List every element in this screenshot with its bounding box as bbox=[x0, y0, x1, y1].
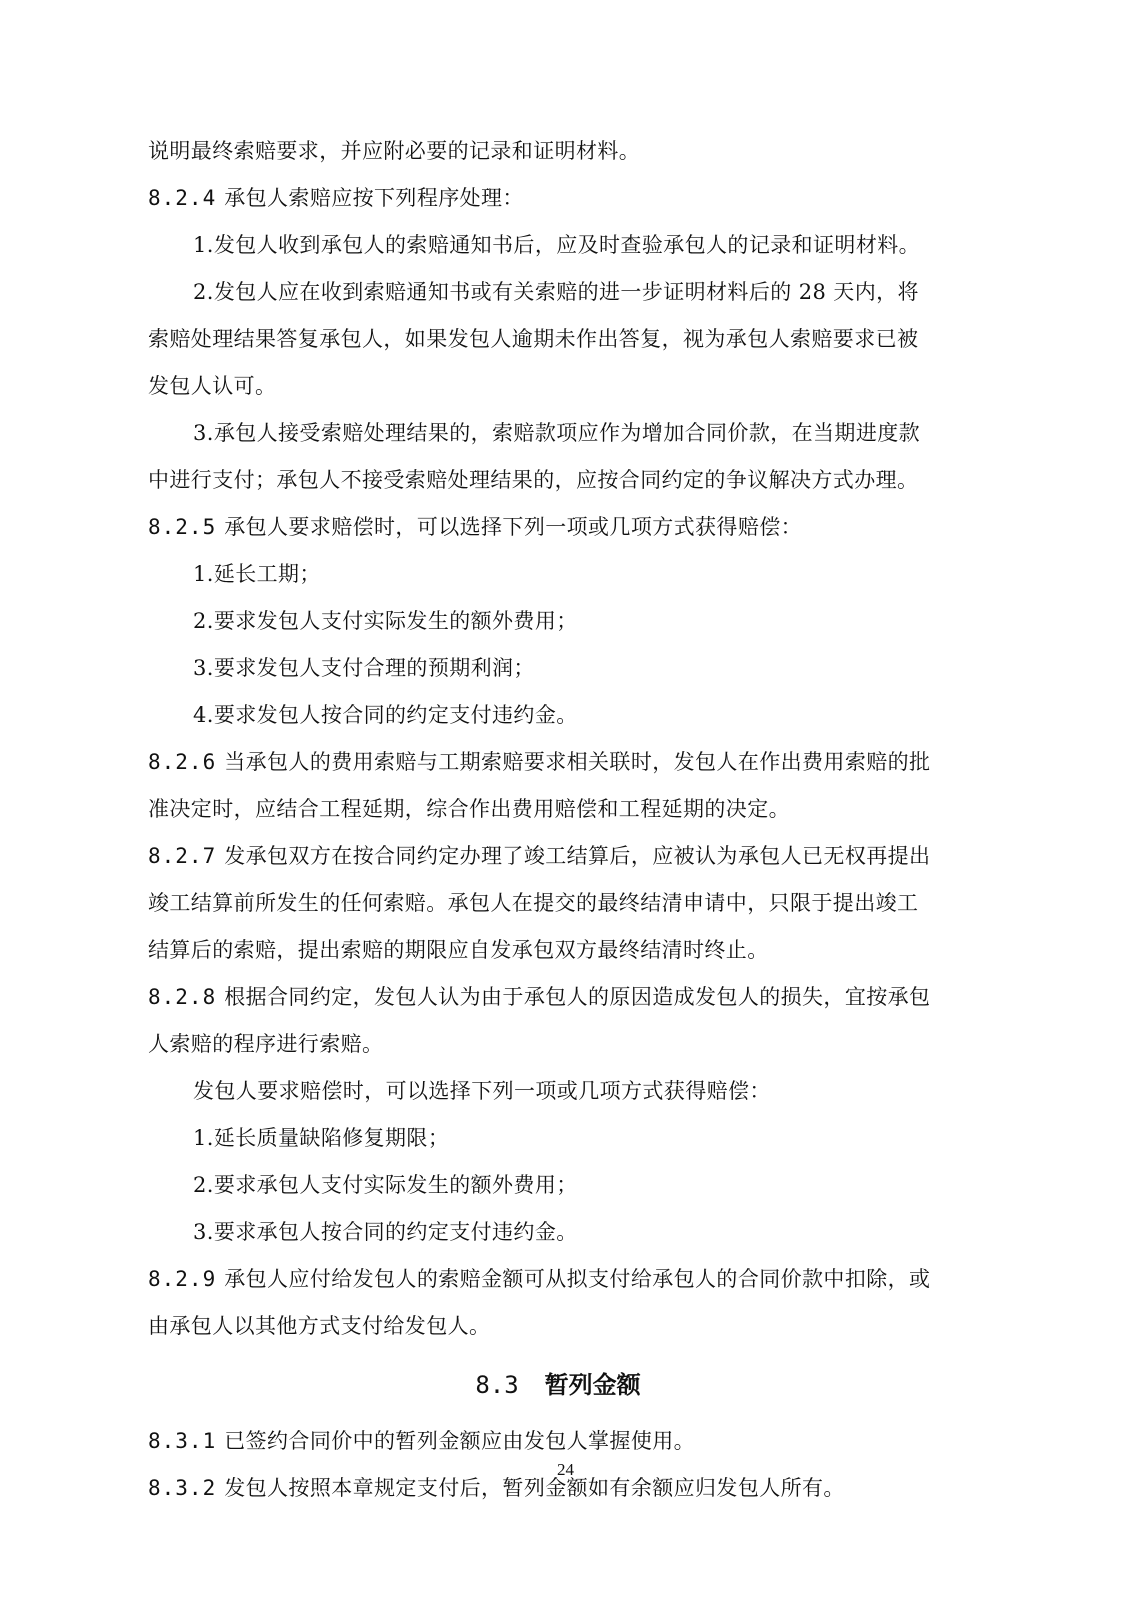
text-line bbox=[148, 1209, 968, 1256]
clause-number: 8.2.6 bbox=[148, 750, 217, 774]
text-line bbox=[148, 1021, 968, 1068]
line-text: 3.要求发包人支付合理的预期利润； bbox=[193, 656, 535, 680]
line-text: 由承包人以其他方式支付给发包人。 bbox=[148, 1314, 491, 1338]
text-line bbox=[148, 927, 968, 974]
text-line bbox=[148, 598, 968, 645]
text-line bbox=[148, 410, 968, 457]
section-title: 暂列金额 bbox=[544, 1371, 641, 1399]
text-line bbox=[148, 1162, 968, 1209]
text-line bbox=[148, 1115, 968, 1162]
page-number: 24 bbox=[557, 1460, 574, 1479]
line-text: 2.要求发包人支付实际发生的额外费用； bbox=[193, 609, 578, 633]
text-line bbox=[148, 504, 968, 551]
clause-number: 8.3.1 bbox=[148, 1429, 217, 1453]
line-text: 承包人索赔应按下列程序处理： bbox=[224, 186, 524, 210]
line-text: 说明最终索赔要求，并应附必要的记录和证明材料。 bbox=[148, 139, 641, 163]
text-line bbox=[148, 363, 968, 410]
text-line bbox=[148, 128, 968, 175]
page-body bbox=[148, 128, 968, 1512]
line-text: 竣工结算前所发生的任何索赔。承包人在提交的最终结清申请中，只限于提出竣工 bbox=[148, 891, 919, 915]
text-line bbox=[148, 222, 968, 269]
line-text: 1.延长工期； bbox=[193, 562, 321, 586]
line-text: 根据合同约定，发包人认为由于承包人的原因造成发包人的损失，宜按承包 bbox=[224, 985, 931, 1009]
clause-number: 8.3.2 bbox=[148, 1476, 217, 1500]
text-line bbox=[148, 551, 968, 598]
text-line bbox=[148, 786, 968, 833]
clause-number: 8.2.9 bbox=[148, 1267, 217, 1291]
line-text: 已签约合同价中的暂列金额应由发包人掌握使用。 bbox=[224, 1429, 696, 1453]
text-line bbox=[148, 1256, 968, 1303]
line-text: 2.要求承包人支付实际发生的额外费用； bbox=[193, 1173, 578, 1197]
text-line bbox=[148, 974, 968, 1021]
text-line bbox=[148, 175, 968, 222]
line-text: 发包人认可。 bbox=[148, 374, 277, 398]
section-heading bbox=[148, 1354, 968, 1416]
line-text: 3.要求承包人按合同的约定支付违约金。 bbox=[193, 1220, 578, 1244]
line-text: 1.延长质量缺陷修复期限； bbox=[193, 1126, 450, 1150]
line-text: 1.发包人收到承包人的索赔通知书后，应及时查验承包人的记录和证明材料。 bbox=[193, 233, 921, 257]
clause-number: 8.2.7 bbox=[148, 844, 217, 868]
line-text: 中进行支付；承包人不接受索赔处理结果的，应按合同约定的争议解决方式办理。 bbox=[148, 468, 919, 492]
text-line bbox=[148, 833, 968, 880]
line-text: 人索赔的程序进行索赔。 bbox=[148, 1032, 384, 1056]
clause-number: 8.2.8 bbox=[148, 985, 217, 1009]
text-line bbox=[148, 739, 968, 786]
line-text: 索赔处理结果答复承包人，如果发包人逾期未作出答复，视为承包人索赔要求已被 bbox=[148, 327, 919, 351]
line-text: 3.承包人接受索赔处理结果的，索赔款项应作为增加合同价款，在当期进度款 bbox=[193, 421, 921, 445]
clause-number: 8.2.4 bbox=[148, 186, 217, 210]
clause-lines bbox=[148, 128, 968, 1350]
text-line bbox=[148, 316, 968, 363]
text-line bbox=[148, 1418, 968, 1465]
text-line bbox=[148, 1068, 968, 1115]
line-text: 发包人按照本章规定支付后，暂列金额如有余额应归发包人所有。 bbox=[224, 1476, 845, 1500]
line-text: 发包人要求赔偿时，可以选择下列一项或几项方式获得赔偿： bbox=[193, 1079, 771, 1103]
line-text: 当承包人的费用索赔与工期索赔要求相关联时，发包人在作出费用索赔的批 bbox=[224, 750, 931, 774]
line-text: 结算后的索赔，提出索赔的期限应自发承包双方最终结清时终止。 bbox=[148, 938, 769, 962]
line-text: 承包人应付给发包人的索赔金额可从拟支付给承包人的合同价款中扣除，或 bbox=[224, 1267, 931, 1291]
text-line bbox=[148, 880, 968, 927]
section-number: 8.3 bbox=[475, 1371, 519, 1399]
line-text: 发承包双方在按合同约定办理了竣工结算后，应被认为承包人已无权再提出 bbox=[224, 844, 931, 868]
text-line bbox=[148, 645, 968, 692]
line-text: 承包人要求赔偿时，可以选择下列一项或几项方式获得赔偿： bbox=[224, 515, 803, 539]
text-line bbox=[148, 269, 968, 316]
text-line bbox=[148, 1303, 968, 1350]
line-text: 准决定时，应结合工程延期，综合作出费用赔偿和工程延期的决定。 bbox=[148, 797, 790, 821]
text-line bbox=[148, 457, 968, 504]
text-line bbox=[148, 692, 968, 739]
line-text: 2.发包人应在收到索赔通知书或有关索赔的进一步证明材料后的 28 天内，将 bbox=[193, 280, 919, 304]
clause-number: 8.2.5 bbox=[148, 515, 217, 539]
line-text: 4.要求发包人按合同的约定支付违约金。 bbox=[193, 703, 578, 727]
